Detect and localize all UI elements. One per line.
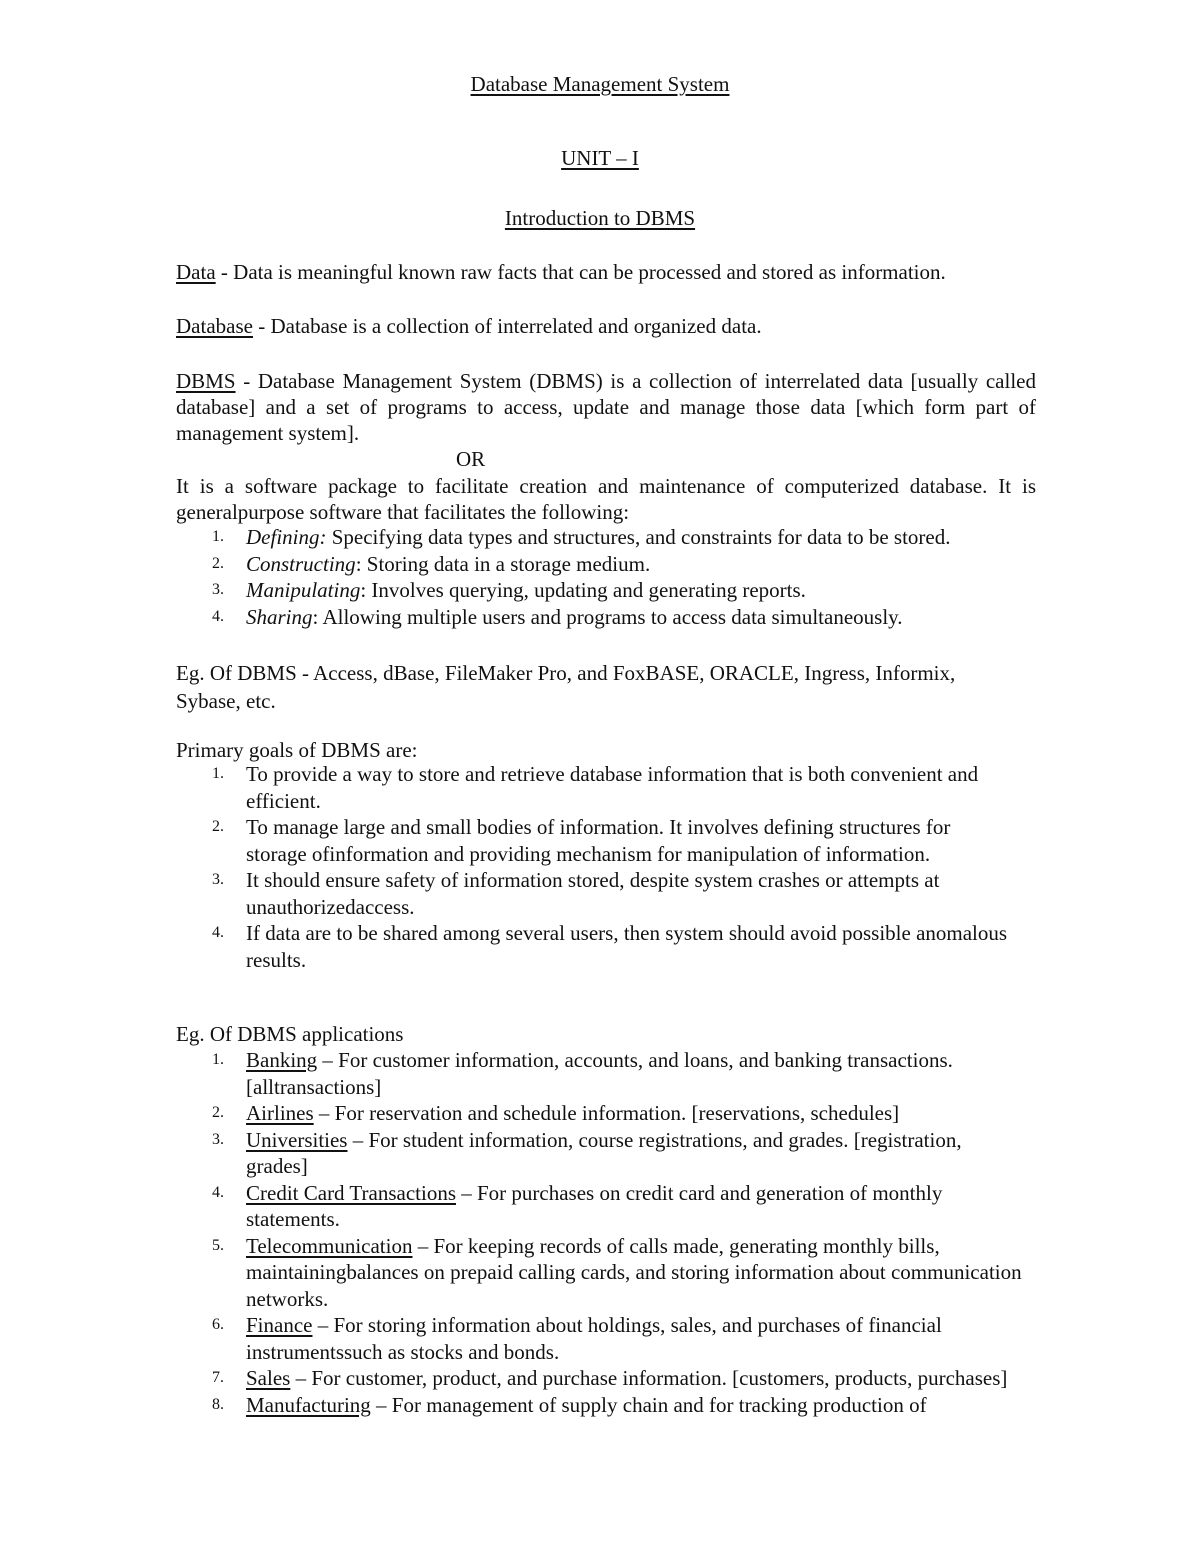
list-item: 2. To manage large and small bodies of information. It involves defining structures for storage ofinformation and providing mechanism for manipulation of information. bbox=[212, 815, 951, 866]
document-title: Database Management System bbox=[470, 72, 730, 96]
dbms-text: - Database Management System (DBMS) is a collection of interrelated data [usually called database] and a set of programs to access, update and manage those data [which form part of management system]. bbox=[176, 369, 1036, 445]
list-item: 3. It should ensure safety of information stored, despite system crashes or attempts at unauthorizedaccess. bbox=[212, 868, 940, 919]
applications-heading: Eg. Of DBMS applications bbox=[176, 1022, 404, 1046]
data-term: Data bbox=[176, 260, 216, 284]
list-item: 4. Credit Card Transactions – For purchases on credit card and generation of monthly statements. bbox=[212, 1180, 943, 1231]
dbms-functions-list bbox=[176, 524, 1046, 630]
section-title: Introduction to DBMS bbox=[504, 206, 696, 230]
list-item: 8. Manufacturing – For management of supply chain and for tracking production of bbox=[212, 1392, 927, 1417]
database-term: Database bbox=[176, 314, 253, 338]
list-item: 6. Finance – For storing information about holdings, sales, and purchases of financial instrumentssuch as stocks and bonds. bbox=[212, 1313, 942, 1364]
database-text: - Database is a collection of interrelated and organized data. bbox=[252, 314, 762, 338]
goals-heading: Primary goals of DBMS are: bbox=[176, 738, 418, 762]
list-item: 4. Sharing: Allowing multiple users and programs to access data simultaneously. bbox=[212, 604, 903, 629]
data-definition bbox=[176, 259, 1036, 285]
applications-list bbox=[176, 1047, 1036, 1418]
list-item: 1. Defining: Specifying data types and structures, and constraints for data to be stored. bbox=[212, 525, 951, 549]
list-item: 5. Telecommunication – For keeping records of calls made, generating monthly bills, maintainingbalances on prepaid calling cards, and storing information about communication networks. bbox=[212, 1233, 1022, 1311]
unit-heading: UNIT – I bbox=[561, 146, 639, 170]
dbms-alt-definition: It is a software package to facilitate creation and maintenance of computerized database. It is generalpurpose software that facilitates the following: bbox=[176, 474, 1036, 524]
database-definition bbox=[176, 313, 1036, 339]
data-text: - Data is meaningful known raw facts that can be processed and stored as information. bbox=[215, 260, 946, 284]
list-item: 4. If data are to be shared among several users, then system should avoid possible anomalous results. bbox=[212, 921, 1008, 972]
list-item: 1. To provide a way to store and retrieve database information that is both convenient and efficient. bbox=[212, 762, 979, 813]
list-item: 3. Universities – For student information, course registrations, and grades. [registration, grades] bbox=[212, 1127, 962, 1178]
list-item: 2. Constructing: Storing data in a storage medium. bbox=[212, 551, 651, 576]
goals-list bbox=[176, 761, 1036, 973]
dbms-examples: Eg. Of DBMS - Access, dBase, FileMaker Pro, and FoxBASE, ORACLE, Ingress, Informix, Sybase, etc. bbox=[176, 661, 956, 713]
list-item: 3. Manipulating: Involves querying, updating and generating reports. bbox=[212, 578, 806, 602]
or-separator: OR bbox=[456, 447, 486, 471]
dbms-definition bbox=[176, 368, 1036, 446]
dbms-term: DBMS bbox=[176, 369, 236, 393]
list-item: 2. Airlines – For reservation and schedule information. [reservations, schedules] bbox=[212, 1101, 900, 1125]
list-item: 1. Banking – For customer information, accounts, and loans, and banking transactions. [alltransactions] bbox=[212, 1048, 953, 1099]
list-item: 7. Sales – For customer, product, and purchase information. [customers, products, purchases] bbox=[212, 1366, 1008, 1390]
